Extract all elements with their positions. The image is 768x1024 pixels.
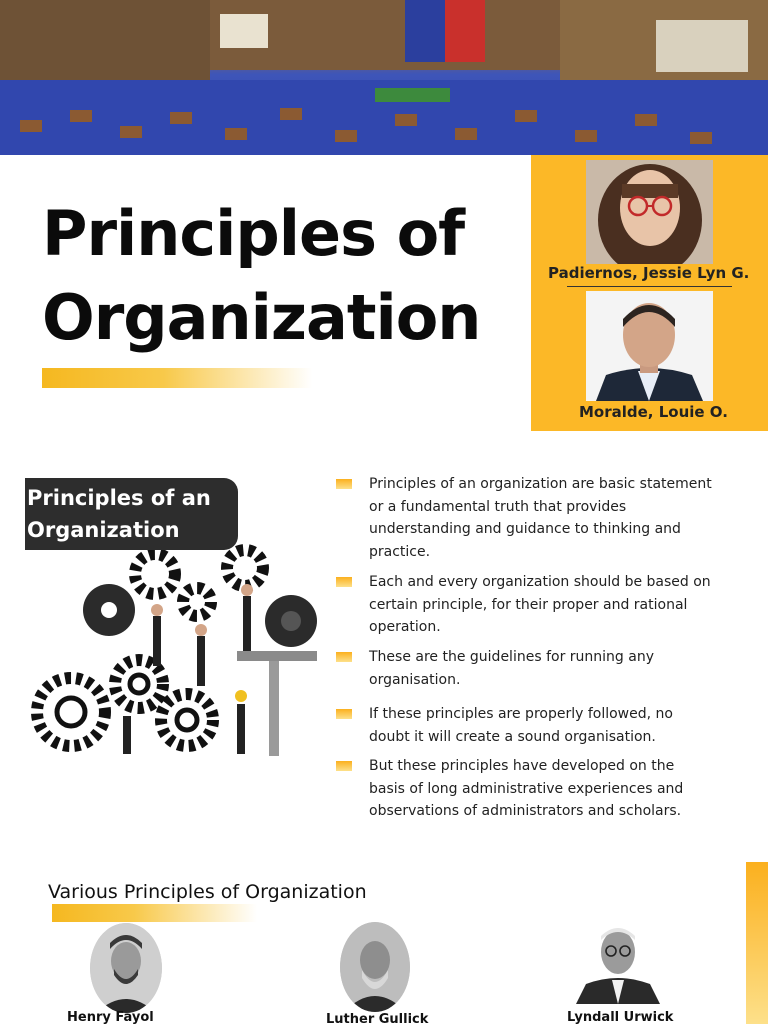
banner-photo	[0, 0, 768, 155]
bullet-marker	[336, 479, 352, 489]
author-name-2: Moralde, Louie O.	[579, 403, 728, 421]
bullet-marker	[336, 709, 352, 719]
author-name-underline	[567, 286, 732, 287]
page-title	[42, 192, 512, 360]
bullet-text: If these principles are properly followed, no doubt it will create a sound organisation.	[369, 706, 673, 745]
bullet-marker	[336, 652, 352, 662]
person-name-luther-gullick: Luther Gullick	[326, 1012, 429, 1024]
illustration-title	[25, 478, 238, 550]
bullet-marker	[336, 577, 352, 587]
title-line-2: Organization	[42, 281, 481, 354]
person-name-lyndall-urwick: Lyndall Urwick	[567, 1010, 674, 1024]
author-photo-1	[586, 160, 713, 264]
portrait-luther-gullick	[340, 922, 410, 1012]
bullet-text: But these principles have developed on the basis of long administrative experiences and observations of administrators and scholars.	[369, 758, 684, 819]
author-name-1: Padiernos, Jessie Lyn G.	[548, 264, 750, 282]
portrait-lyndall-urwick	[572, 922, 664, 1004]
bullet-text: These are the guidelines for running any organisation.	[369, 649, 654, 688]
session-hall-image	[0, 0, 768, 155]
author-photo-2	[586, 291, 713, 401]
title-accent-bar	[42, 368, 312, 388]
side-accent-bar	[746, 862, 768, 1024]
title-line-1: Principles of	[42, 197, 465, 270]
illustration-title-line-1: Principles of an	[27, 486, 211, 510]
bullet-marker	[336, 761, 352, 771]
section-title: Various Principles of Organization	[48, 881, 367, 903]
section-accent-bar	[52, 904, 257, 922]
illustration-title-line-2: Organization	[27, 518, 180, 542]
bullet-text: Each and every organization should be based on certain principle, for their proper and rational operation.	[369, 574, 711, 635]
person-name-henry-fayol: Henry Fayol	[67, 1010, 154, 1024]
portrait-henry-fayol	[90, 923, 162, 1013]
bullet-text: Principles of an organization are basic statement or a fundamental truth that provides understanding and guidance to thinking and practice.	[369, 476, 712, 560]
